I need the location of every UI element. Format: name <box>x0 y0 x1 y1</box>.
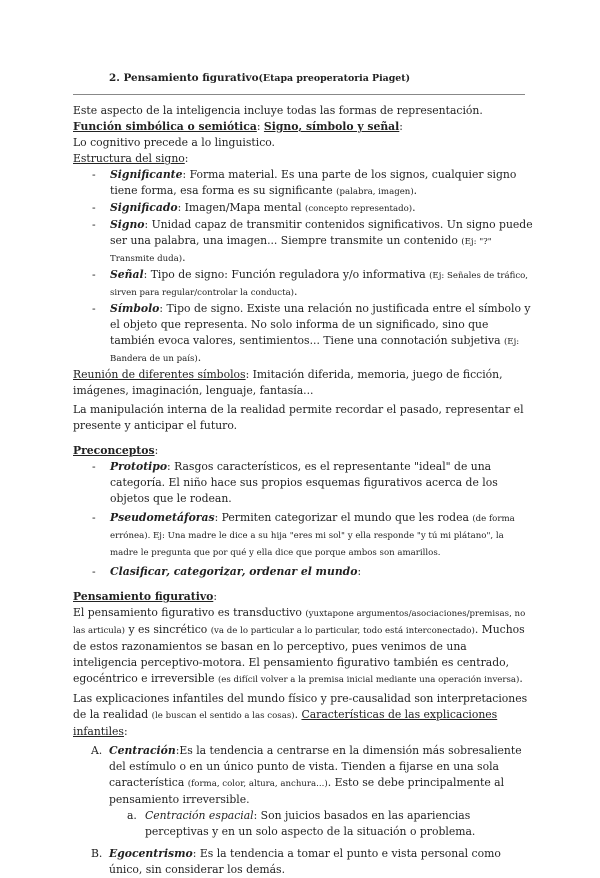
document-body <box>73 103 533 878</box>
preconceptos-label: Preconceptos <box>73 444 155 457</box>
list-item <box>73 846 533 878</box>
item-note: (Ej: Señales de tráfico, sirven para regular/controlar la conducta) <box>110 271 529 298</box>
item-term: Significante <box>110 168 183 181</box>
title-subtitle: (Etapa preoperatoria Piaget) <box>258 73 411 84</box>
item-term: Clasificar, categorizar, ordenar el mundo <box>110 565 358 578</box>
item-note: (Ej: Bandera de un país) <box>110 337 520 364</box>
item-text: : Tipo de signo. Existe una relación no justificada entre el símbolo y el objeto que representa. No solo informa de un significado, sino que también evoca valores, sentimientos... Tiene una connotación subjetiva <box>110 302 531 347</box>
funcion-sep: : <box>256 120 264 133</box>
p1-note: (yuxtapone argumentos/asociaciones/premisas, no las articula) <box>73 609 526 636</box>
item-text: : Es la tendencia a tomar el punto e vista personal como único, sin considerar los demás. <box>109 847 501 876</box>
estructura-heading <box>73 151 533 167</box>
sub-text: : Son juicios basados en las apariencias perceptivas y en un solo aspecto de la situación o problema. <box>145 809 476 838</box>
title-divider <box>73 94 525 95</box>
sub-list <box>109 808 533 840</box>
section-title <box>109 72 410 84</box>
preconceptos-list <box>73 459 533 580</box>
intro-paragraph: Este aspecto de la inteligencia incluye todas las formas de representación. <box>73 104 483 117</box>
item-tail: . <box>294 285 298 298</box>
list-item <box>73 167 533 200</box>
item-text: : Permiten categorizar el mundo que les rodea <box>214 511 473 524</box>
estructura-colon: : <box>184 152 189 165</box>
funcion-heading <box>73 119 533 135</box>
item-note: (palabra, imagen) <box>336 187 414 197</box>
preconceptos-heading <box>73 443 533 459</box>
item-note: (de forma errónea). Ej: Una madre le dice a su hija "eres mi sol" y ella responde "y tú mi plátano", la madre le pregunta que por qué y ella dice que porque ambos son amarillos. <box>110 514 515 558</box>
item-tail: . <box>412 201 416 214</box>
caracteristicas-link: Características de las explicaciones infantiles <box>73 708 498 738</box>
cognitivo-paragraph: Lo cognitivo precede a lo linguistico. <box>73 136 275 149</box>
item-note: (forma, color, altura, anchura...) <box>187 779 328 789</box>
list-item <box>73 267 533 301</box>
p1-text: . Muchos de estos razonamientos se basan en lo perceptivo, pues venimos de una inteligencia perceptivo-motora. El pensamiento figurativo también es centrado, egocéntrico e irreversible <box>73 623 525 685</box>
p2-text: Las explicaciones infantiles del mundo físico y pre-causalidad son interpretaciones de la realidad <box>73 692 528 721</box>
pensamiento-paragraph-2 <box>73 691 533 740</box>
item-note: (concepto representado) <box>305 204 413 214</box>
manipulacion-paragraph: La manipulación interna de la realidad permite recordar el pasado, representar el presente y anticipar el futuro. <box>73 403 524 432</box>
reunion-label: Reunión de diferentes símbolos <box>73 368 246 381</box>
item-text: : <box>357 565 362 578</box>
item-text: : Rasgos característicos, es el representante "ideal" de una categoría. El niño hace sus propios esquemas figurativos acerca de los objetos que le rodean. <box>110 460 498 505</box>
item-tail: . <box>197 351 202 364</box>
list-item <box>73 200 533 217</box>
funcion-end: : <box>399 120 403 133</box>
funcion-label: Función simbólica o semiótica <box>73 120 257 133</box>
p2-text: . <box>294 708 302 721</box>
list-item <box>73 217 533 267</box>
funcion-values: Signo, símbolo y señal <box>263 120 400 133</box>
item-text: : Tipo de signo: Función reguladora y/o informativa <box>143 268 430 281</box>
item-text: : Forma material. Es una parte de los signos, cualquier signo tiene forma, esa forma es su significante <box>110 168 517 197</box>
item-tail: . <box>182 251 186 264</box>
preconceptos-colon: : <box>154 444 159 457</box>
title-main: 2. Pensamiento figurativo <box>109 72 259 84</box>
caracteristicas-list <box>73 743 533 878</box>
estructura-label: Estructura del signo <box>73 152 185 165</box>
list-item <box>73 510 533 561</box>
item-marker: A. <box>91 744 103 757</box>
p1-text: y es sincrético <box>125 623 211 636</box>
list-item <box>73 459 533 507</box>
list-item <box>73 301 533 367</box>
estructura-list <box>73 167 533 367</box>
reunion-text: : Imitación diferida, memoria, juego de ficción, imágenes, imaginación, lenguaje, fantasía... <box>73 368 503 397</box>
list-item <box>73 564 533 580</box>
pensamiento-paragraph-1 <box>73 605 533 688</box>
item-text: : Imagen/Mapa mental <box>177 201 305 214</box>
item-term: Signo <box>110 218 145 231</box>
sub-marker: a. <box>127 809 137 822</box>
p1-note: (va de lo particular a lo particular, todo está interconectado) <box>210 626 475 636</box>
item-term: Significado <box>110 201 178 214</box>
sub-term: Centración espacial <box>145 809 254 822</box>
item-term: Señal <box>110 268 144 281</box>
item-note: (Ej: "?" Transmite duda) <box>110 237 492 264</box>
item-term: Pseudometáforas <box>110 511 215 524</box>
list-item <box>73 743 533 840</box>
reunion-paragraph <box>73 367 533 399</box>
p1-text: . <box>519 672 523 685</box>
item-term: Símbolo <box>110 302 160 315</box>
item-marker: B. <box>91 847 103 860</box>
item-term: Prototipo <box>110 460 168 473</box>
p1-text: El pensamiento figurativo es transductivo <box>73 606 306 619</box>
p2-text: : <box>123 725 128 738</box>
item-text: : Unidad capaz de transmitir contenidos significativos. Un signo puede ser una palabra, una imagen... Siempre transmite un contenido <box>110 218 533 247</box>
item-tail: . Esto se debe principalmente al pensamiento irreversible. <box>109 776 505 806</box>
p2-note: (le buscan el sentido a las cosas) <box>151 711 295 721</box>
pensamiento-label: Pensamiento figurativo <box>73 590 214 603</box>
item-term: Centración <box>109 744 176 757</box>
sub-list-item <box>109 808 533 840</box>
p1-note: (es difícil volver a la premisa inicial mediante una operación inversa) <box>217 675 520 685</box>
item-text: :Es la tendencia a centrarse en la dimensión más sobresaliente del estímulo o en un único punto de vista. Tienden a fijarse en una sola característica <box>109 744 522 789</box>
item-term: Egocentrismo <box>109 847 193 860</box>
pensamiento-colon: : <box>213 590 217 603</box>
pensamiento-heading <box>73 589 533 605</box>
item-tail: . <box>413 184 418 197</box>
